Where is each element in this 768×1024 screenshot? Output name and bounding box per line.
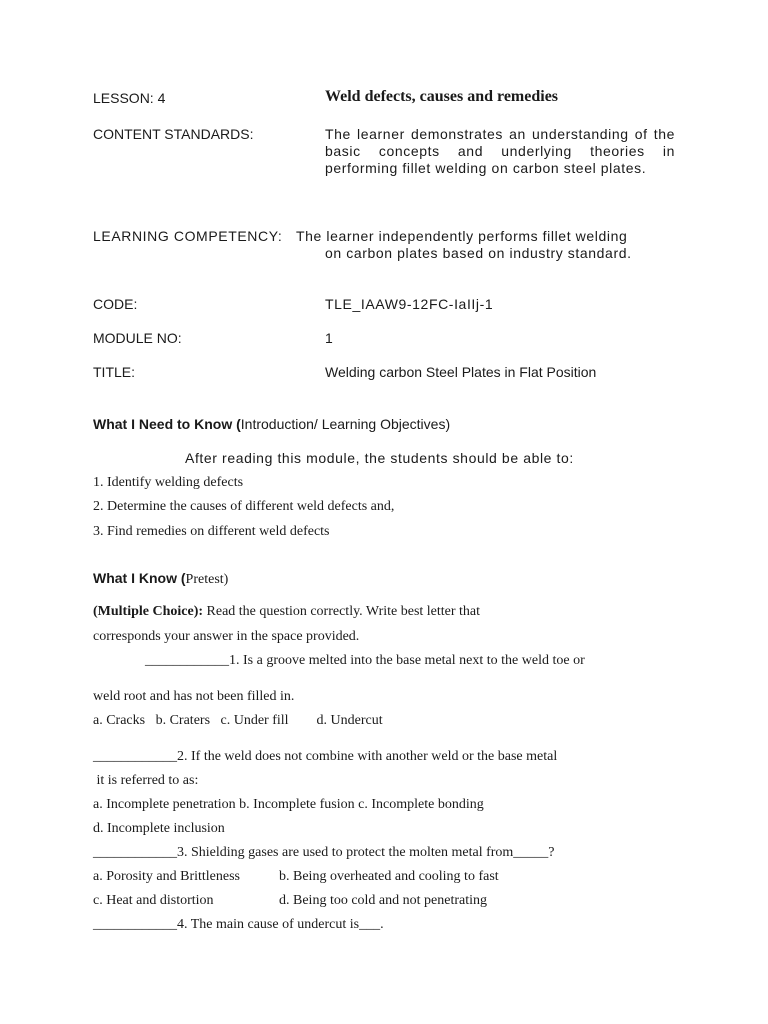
i-know-heading-bold: What I Know ( — [93, 570, 186, 586]
question-3-choice-c: c. Heat and distortion — [93, 893, 214, 908]
question-3-choice-a: a. Porosity and Brittleness — [93, 869, 240, 884]
need-to-know-heading — [93, 416, 450, 432]
question-1-choices: a. Cracks b. Craters c. Under fill d. Undercut — [93, 713, 383, 728]
question-3-choice-b: b. Being overheated and cooling to fast — [279, 869, 499, 884]
objective-item: 3. Find remedies on different weld defects — [93, 524, 330, 539]
objective-item: 2. Determine the causes of different weld defects and, — [93, 499, 395, 514]
learning-competency-label: LEARNING COMPETENCY: — [93, 228, 283, 244]
question-3-choice-d: d. Being too cold and not penetrating — [279, 893, 488, 908]
question-1: ____________1. Is a groove melted into the base metal next to the weld toe or — [145, 653, 585, 668]
title-value: Welding carbon Steel Plates in Flat Position — [325, 364, 597, 380]
content-standards-text: The learner demonstrates an understanding of the basic concepts and underlying theories in performing fillet welding on carbon steel plates. — [325, 126, 675, 176]
i-know-heading-suffix: Pretest) — [185, 572, 229, 587]
need-to-know-heading-bold: What I Need to Know ( — [93, 416, 241, 432]
question-2-choices-2: d. Incomplete inclusion — [93, 821, 225, 836]
content-standards-label: CONTENT STANDARDS: — [93, 126, 254, 142]
code-value: TLE_IAAW9-12FC-IaIIj-1 — [325, 296, 494, 312]
question-2: ____________2. If the weld does not combine with another weld or the base metal — [93, 749, 558, 764]
module-label: MODULE NO: — [93, 330, 182, 346]
learning-competency-line2: on carbon plates based on industry standard. — [325, 245, 632, 261]
instruction-rest: Read the question correctly. Write best letter that — [203, 604, 481, 619]
question-2-choices-1: a. Incomplete penetration b. Incomplete fusion c. Incomplete bonding — [93, 797, 484, 812]
lesson-title: Weld defects, causes and remedies — [325, 88, 559, 105]
need-to-know-intro: After reading this module, the students should be able to: — [185, 450, 574, 466]
code-label: CODE: — [93, 296, 138, 312]
instruction-line2: corresponds your answer in the space provided. — [93, 629, 360, 644]
lesson-label: LESSON: 4 — [93, 90, 166, 106]
module-value: 1 — [325, 330, 333, 346]
objective-item: 1. Identify welding defects — [93, 475, 244, 490]
question-2-cont: it is referred to as: — [93, 773, 199, 788]
instruction-line1 — [93, 604, 480, 620]
learning-competency-line1: The learner independently performs fillet welding — [296, 228, 628, 244]
question-4: ____________4. The main cause of undercut is___. — [93, 917, 384, 932]
instruction-bold: (Multiple Choice): — [93, 604, 204, 619]
need-to-know-heading-suffix: Introduction/ Learning Objectives) — [240, 416, 451, 432]
question-1-cont: weld root and has not been filled in. — [93, 689, 295, 704]
question-3: ____________3. Shielding gases are used to protect the molten metal from_____? — [93, 845, 555, 860]
title-label: TITLE: — [93, 364, 136, 380]
i-know-heading — [93, 570, 228, 588]
